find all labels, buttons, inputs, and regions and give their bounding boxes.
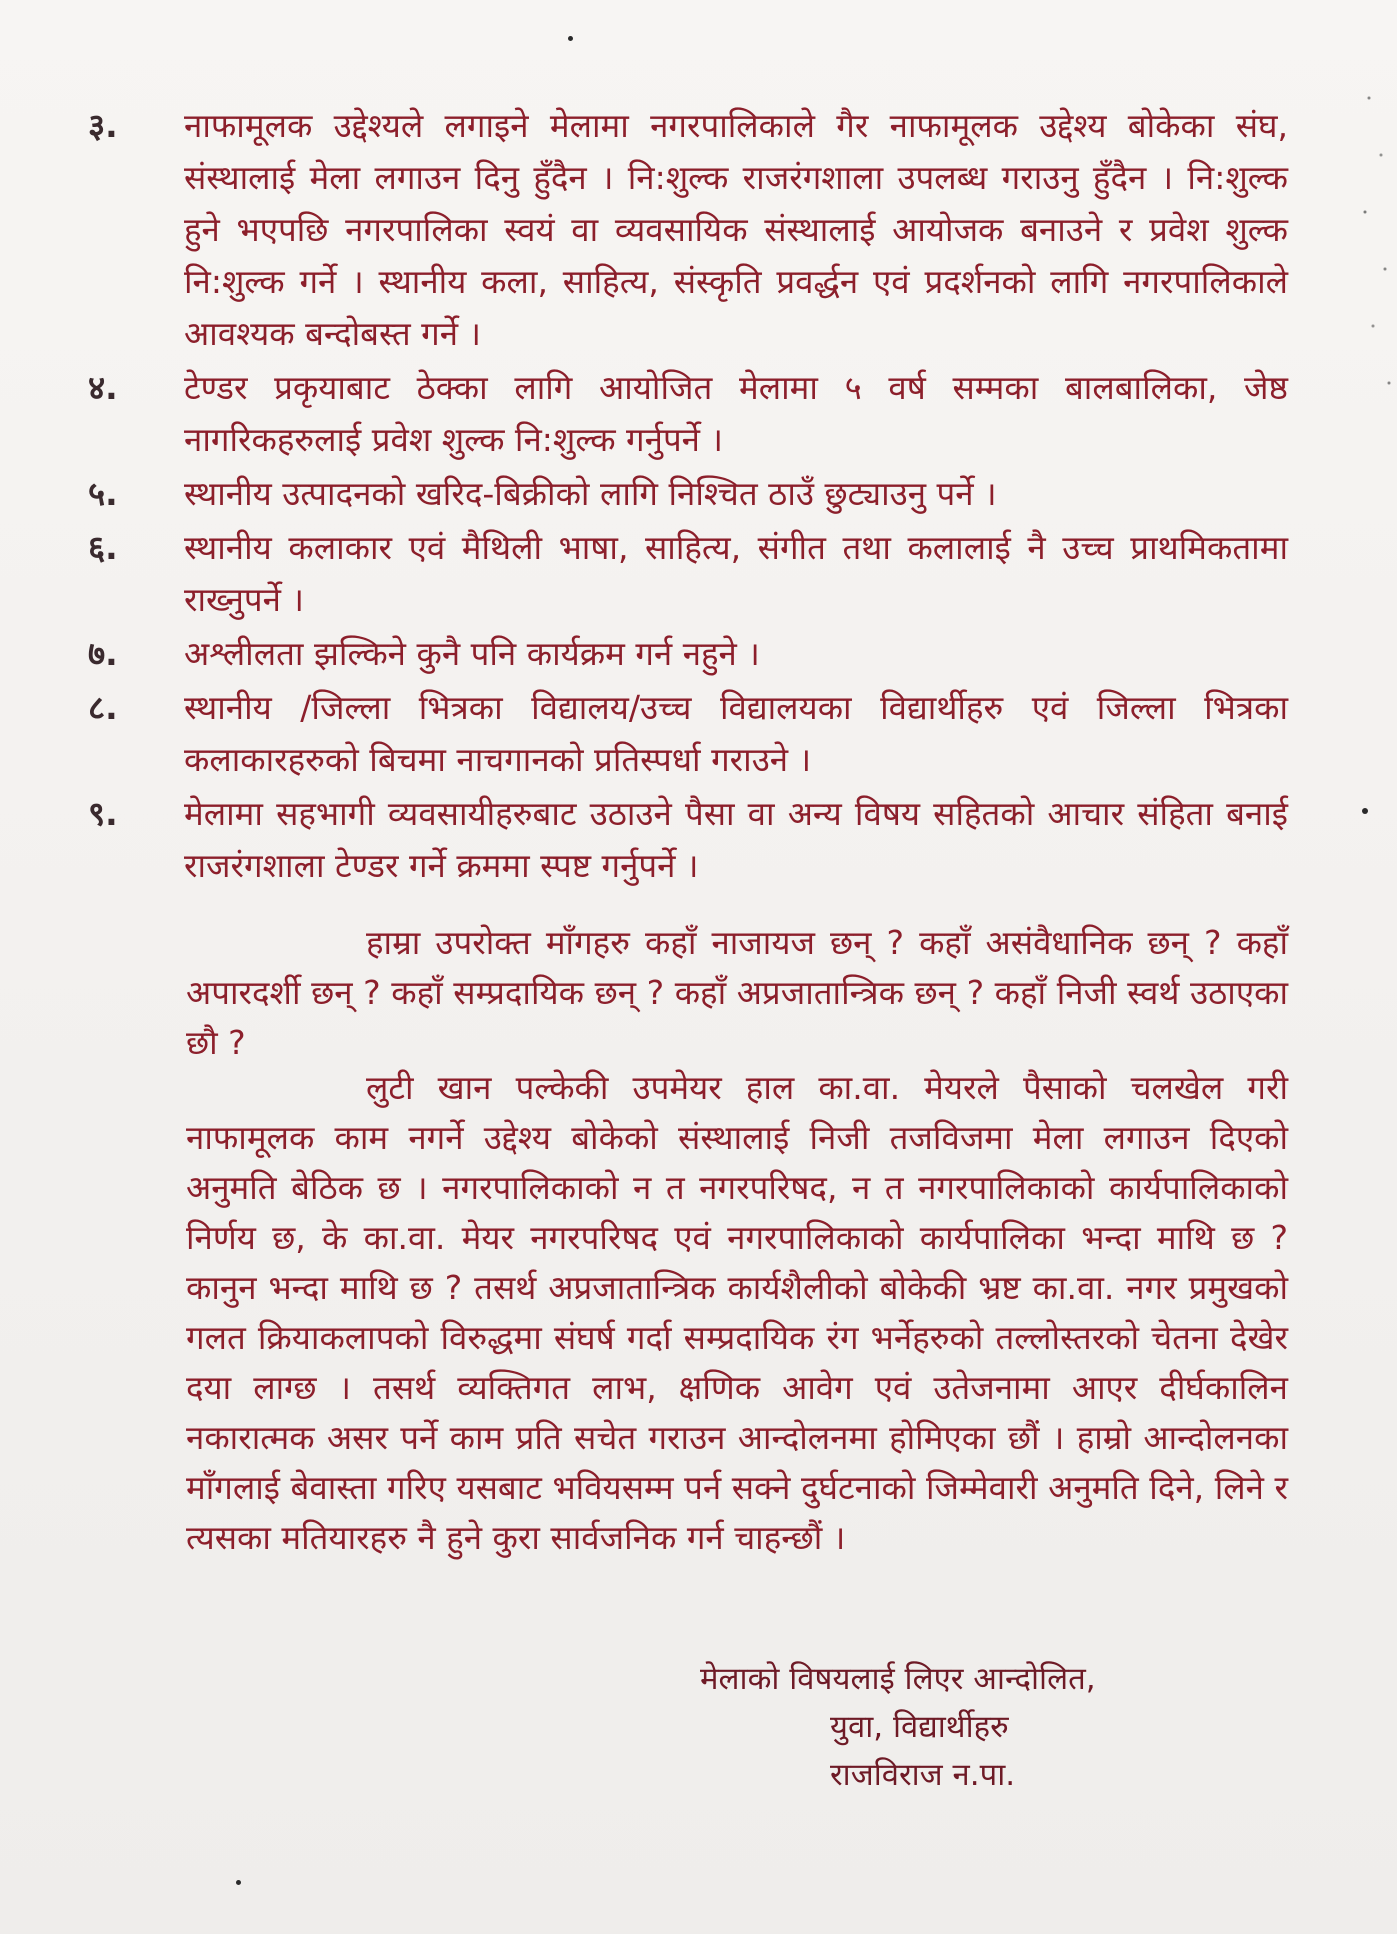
list-item <box>88 362 1288 466</box>
list-item <box>88 788 1288 892</box>
signature-line: राजविराज न.पा. <box>830 1757 1016 1793</box>
item-number: ९. <box>88 794 118 833</box>
item-number: ६. <box>88 528 118 567</box>
item-text: स्थानीय उत्पादनको खरिद-बिक्रीको लागि निश्चित ठाउँ छुट्याउनु पर्ने । <box>184 474 997 513</box>
item-number: ५. <box>88 474 118 513</box>
speck <box>568 36 573 41</box>
item-text: स्थानीय /जिल्ला भित्रका विद्यालय/उच्च विद्यालयका विद्यार्थीहरु एवं जिल्ला भित्रका कलाकारहरुको बिचमा नाचगानको प्रतिस्पर्धा गराउने । <box>184 688 1288 779</box>
signature-block <box>700 1655 1180 1799</box>
item-number: ३. <box>88 106 118 145</box>
page-edge-noise <box>1357 60 1397 440</box>
questions-paragraph: हाम्रा उपरोक्त माँगहरु कहाँ नाजायज छन् ? कहाँ असंवैधानिक छन् ? कहाँ अपारदर्शी छन् ? कहाँ सम्प्रदायिक छन् ? कहाँ अप्रजातान्त्रिक छन् ? कहाँ निजी स्वर्थ उठाएका छौ ? <box>186 923 1288 1062</box>
speck <box>1362 808 1368 814</box>
demands-list <box>88 100 1288 894</box>
item-text: टेण्डर प्रकृयाबाट ठेक्का लागि आयोजित मेलामा ५ वर्ष सम्मका बालबालिका, जेष्ठ नागरिकहरुलाई प्रवेश शुल्क नि:शुल्क गर्नुपर्ने । <box>184 368 1288 459</box>
speck <box>236 1880 241 1885</box>
statement-paragraph: लुटी खान पल्केकी उपमेयर हाल का.वा. मेयरले पैसाको चलखेल गरी नाफामूलक काम नगर्ने उद्देश्य बोकेको संस्थालाई निजी तजविजमा मेला लगाउन दिएको अनुमति बेठिक छ । नगरपालिकाको न त नगरपरिषद, न त नगरपालिकाको कार्यपालिकाको निर्णय छ, के का.वा. मेयर नगरपरिषद एवं नगरपालिकाको कार्यपालिका भन्दा माथि छ ? कानुन भन्दा माथि छ ? तसर्थ अप्रजातान्त्रिक कार्यशैलीको बोकेकी भ्रष्ट का.वा. नगर प्रमुखको गलत क्रियाकलापको विरुद्धमा संघर्ष गर्दा सम्प्रदायिक रंग भर्नेहरुको तल्लोस्तरको चेतना देखेर दया लाग्छ । तसर्थ व्यक्तिगत लाभ, क्षणिक आवेग एवं उतेजनामा आएर दीर्घकालिन नकारात्मक असर पर्ने काम प्रति सचेत गराउन आन्दोलनमा होमिएका छौं । हाम्रो आन्दोलनका माँगलाई बेवास्ता गरिए यसबाट भवियसम्म पर्न सक्ने दुर्घटनाको जिम्मेवारी अनुमति दिने, लिने र त्यसका मतियारहरु नै हुने कुरा सार्वजनिक गर्न चाहन्छौं । <box>186 1068 1288 1557</box>
list-item <box>88 628 1288 680</box>
list-item <box>88 100 1288 360</box>
signature-line: युवा, विद्यार्थीहरु <box>830 1709 1009 1745</box>
item-number: ४. <box>88 368 118 407</box>
item-text: मेलामा सहभागी व्यवसायीहरुबाट उठाउने पैसा वा अन्य विषय सहितको आचार संहिता बनाई राजरंगशाला टेण्डर गर्ने क्रममा स्पष्ट गर्नुपर्ने । <box>184 794 1288 885</box>
list-item <box>88 468 1288 520</box>
item-text: अश्लीलता झल्किने कुनै पनि कार्यक्रम गर्न नहुने । <box>184 634 760 673</box>
item-number: ७. <box>88 634 118 673</box>
item-text: स्थानीय कलाकार एवं मैथिली भाषा, साहित्य, संगीत तथा कलालाई नै उच्च प्राथमिकतामा राख्नुपर्ने । <box>184 528 1288 619</box>
item-number: ८. <box>88 688 118 727</box>
list-item <box>88 522 1288 626</box>
list-item <box>88 682 1288 786</box>
item-text: नाफामूलक उद्देश्यले लगाइने मेलामा नगरपालिकाले गैर नाफामूलक उद्देश्य बोकेका संघ, संस्थालाई मेला लगाउन दिनु हुँदैन । नि:शुल्क राजरंगशाला उपलब्ध गराउनु हुँदैन । नि:शुल्क हुने भएपछि नगरपालिका स्वयं वा व्यवसायिक संस्थालाई आयोजक बनाउने र प्रवेश शुल्क नि:शुल्क गर्ने । स्थानीय कला, साहित्य, संस्कृति प्रवर्द्धन एवं प्रदर्शनको लागि नगरपालिकाले आवश्यक बन्दोबस्त गर्ने । <box>184 106 1288 353</box>
signature-line: मेलाको विषयलाई लिएर आन्दोलित, <box>700 1661 1096 1697</box>
